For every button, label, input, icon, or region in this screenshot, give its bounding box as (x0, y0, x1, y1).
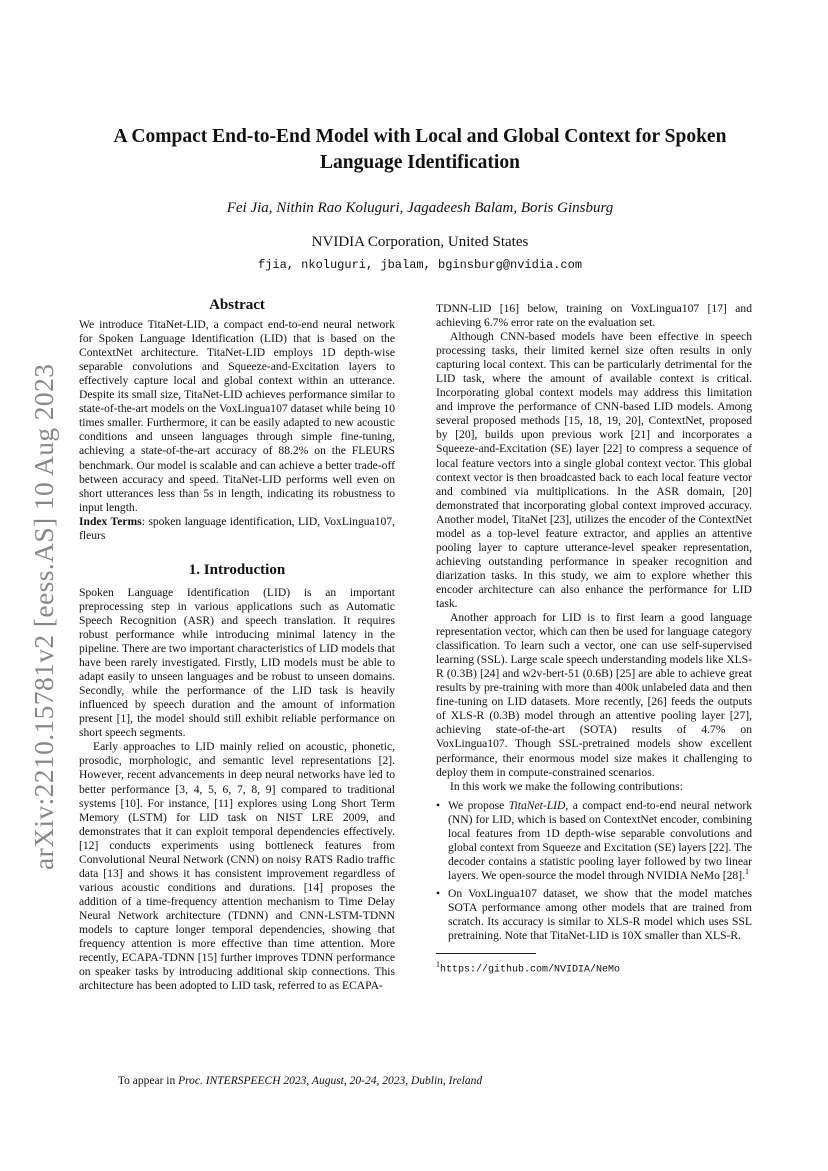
paper-header (80, 124, 760, 272)
footnote-marker: 1 (745, 867, 749, 877)
right-column (436, 302, 752, 977)
model-name: TitaNet-LID (508, 798, 566, 812)
footer-venue: Proc. INTERSPEECH 2023, August, 20-24, 2023, Dublin, Ireland (178, 1075, 483, 1087)
affiliation: NVIDIA Corporation, United States (311, 234, 529, 250)
contribution-2: On VoxLingua107 dataset, we show that the model matches SOTA performance among other models that are trained from scratch. Its accuracy is similar to XLS-R model which uses SSL pretraining. Note that TitaNet-LID is 10X smaller than XLS-R. (448, 886, 752, 943)
author-emails: fjia, nkoluguri, jbalam, bginsburg@nvidia.com (257, 258, 583, 272)
footnote-divider (436, 953, 536, 954)
contribution-1-start: We propose (448, 798, 509, 812)
intro-paragraph-2-continued: TDNN-LID [16] below, training on VoxLingua107 [17] and achieving 6.7% error rate on the evaluation set. (436, 302, 752, 330)
footnote-link[interactable]: https://github.com/NVIDIA/NeMo (440, 964, 621, 976)
bullet-icon: • (436, 886, 441, 900)
intro-paragraph-5: In this work we make the following contributions: (450, 779, 683, 793)
abstract-text: We introduce TitaNet-LID, a compact end-to-end neural network for Spoken Language Identification (LID) that is based on the ContextNet architecture. TitaNet-LID employs 1D depth-wise separable convolutions and Squeeze-and-Excitation layers to effectively capture local and global context within an utterance. Despite its small size, TitaNet-LID achieves performance similar to state-of-the-art models on the VoxLingua107 dataset while being 10 times smaller. Furthermore, it can be easily adapted to new acoustic conditions and unseen languages through simple fine-tuning, achieving a state-of-the-art accuracy of 88.2% on the FLEURS benchmark. Our model is scalable and can achieve a better trade-off between accuracy and speed. TitaNet-LID performs well even on short utterances less than 5s in length, indicating its robustness to input length. (79, 318, 395, 514)
index-terms-text: : spoken language identification, LID, VoxLingua107, fleurs (79, 514, 395, 542)
author-list: Fei Jia, Nithin Rao Koluguri, Jagadeesh Balam, Boris Ginsburg (226, 200, 614, 216)
bullet-icon: • (436, 798, 441, 812)
contributions-list (436, 799, 752, 943)
footnote (436, 958, 752, 977)
left-column (79, 298, 395, 993)
list-item (436, 887, 752, 943)
index-terms-label: Index Terms (79, 514, 142, 528)
list-item (436, 799, 752, 883)
abstract-heading: Abstract (209, 297, 265, 313)
footer-prefix: To appear in (117, 1075, 179, 1087)
intro-paragraph-3: Although CNN-based models have been effective in speech processing tasks, their limited kernel size often results in only capturing local context. This can be particularly detrimental for the LID task, where the amount of available context is critical. Incorporating global context models may address this limitation and improve the performance of CNN-based LID models. Among several proposed methods [15, 18, 19, 20], ContextNet, proposed by [20], builds upon previous work [21] and incorporates a Squeeze-and-Excitation (SE) layer [22] to compress a sequence of local feature vectors into a single global context vector. This global context vector is then broadcasted back to each local feature vector and combined via multiplications. In the ASR domain, [20] demonstrated that incorporating global context improved accuracy. Another model, TitaNet [23], utilizes the encoder of the ContextNet model as a top-level feature extractor, and applies an attentive pooling layer to capture utterance-level speaker representation, achieving outstanding performance in speaker recognition and diarization tasks. In this study, we aim to explore whether this encoder architecture can also enhance the performance for LID task. (436, 330, 752, 610)
index-terms (79, 515, 395, 543)
contribution-1-rest: , a compact end-to-end neural network (NN) for LID, which is based on ContextNet encoder, combining local features from 1D depth-wise separable convolutions and global context from Squeeze and Excitation (SE) layers [22]. The decoder contains a statistic pooling layer followed by two linear layers. We open-source the model through NVIDIA NeMo [28]. (448, 798, 752, 882)
intro-paragraph-4: Another approach for LID is to first learn a good language representation vector, which can then be used for language category classification. To learn such a vector, one can use self-supervised learning (SSL). Large scale speech understanding models like XLS-R (0.3B) [24] and w2v-bert-51 (0.6B) [25] are able to achieve great results by pre-training with more than 400k unlabeled data and then fine-tuning on LID datasets. More recently, [26] feeds the outputs of XLS-R (0.3B) model through an attentive pooling layer [27], achieving state-of-the-art (SOTA) results of 4.7% on VoxLingua107. Though SSL-pretrained models show excellent performance, their enormous model size makes it challenging to deploy them in compute-constrained scenarios. (436, 611, 752, 779)
page-footer (0, 1075, 600, 1087)
intro-paragraph-1: Spoken Language Identification (LID) is an important preprocessing step in various applications such as Automatic Speech Recognition (ASR) and speech translation. It requires robust performance while introducing minimal latency in the pipeline. There are two important characteristics of LID models that have been rarely investigated. Firstly, LID models must be able to adapt easily to unseen languages and be robust to unseen domains. Secondly, while the performance of the LID task is heavily influenced by speech duration and the amount of information present [1], the model should still exhibit reliable performance on short speech segments. (79, 585, 395, 740)
footnote-number: 1 (436, 960, 440, 970)
paper-title: A Compact End-to-End Model with Local and Global Context for Spoken Language Identification (113, 126, 727, 173)
intro-paragraph-2: Early approaches to LID mainly relied on acoustic, phonetic, prosodic, morphologic, and semantic level representations [2]. However, recent advancements in deep neural networks have led to better performance [3, 4, 5, 6, 7, 8, 9] compared to traditional systems [10]. For instance, [11] explores using Long Short Term Memory (LSTM) for LID task on NIST LRE 2009, and demonstrates that it can exploit temporal dependencies effectively. [12] conducts experiments using bottleneck features from Convolutional Neural Network (CNN) on noisy RATS Radio traffic data [13] and shows it has consistent improvement regardless of various acoustic conditions and durations. [14] proposes the addition of a time-frequency attention mechanism to Time Delay Neural Network architecture (TDNN) and CNN-LSTM-TDNN models to capture longer temporal dependencies, showing that frequency attention is more effective than time attention. More recently, ECAPA-TDNN [15] further improves TDNN performance on speaker tasks by introducing additional skip connections. This architecture has been adopted to LID task, referred to as ECAPA- (79, 740, 395, 993)
introduction-heading: 1. Introduction (188, 561, 286, 578)
arxiv-identifier: arXiv:2210.15781v2 [eess.AS] 10 Aug 2023 (28, 363, 59, 870)
